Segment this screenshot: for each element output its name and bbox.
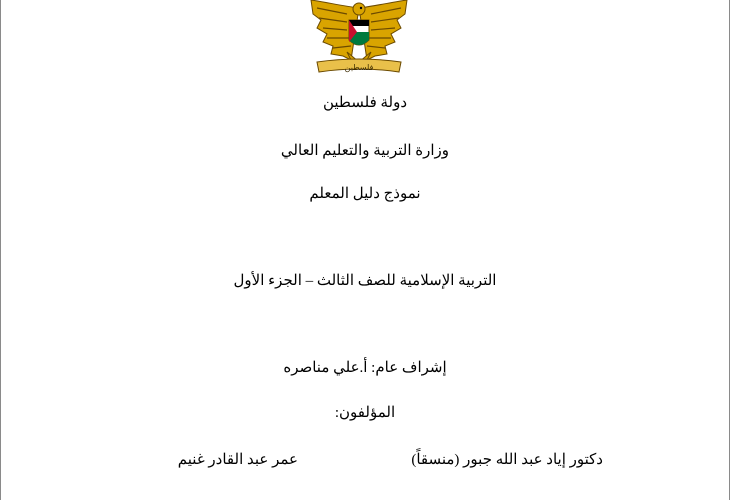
general-supervision: إشراف عام: أ.علي مناصره xyxy=(283,360,447,376)
ministry-name: وزارة التربية والتعليم العالي xyxy=(280,143,450,159)
author-second: عمر عبد القادر غنيم xyxy=(177,452,298,468)
document-type: نموذج دليل المعلم xyxy=(309,186,421,202)
subject-title: التربية الإسلامية للصف الثالث – الجزء الأول xyxy=(233,273,497,289)
state-name: دولة فلسطين xyxy=(322,95,408,111)
emblem-caption: فلسطين xyxy=(344,63,374,72)
authors-heading: المؤلفون: xyxy=(334,405,396,421)
palestine-emblem xyxy=(303,0,415,76)
author-coordinator: دكتور إياد عبد الله جبور (منسقاً) xyxy=(411,452,603,468)
